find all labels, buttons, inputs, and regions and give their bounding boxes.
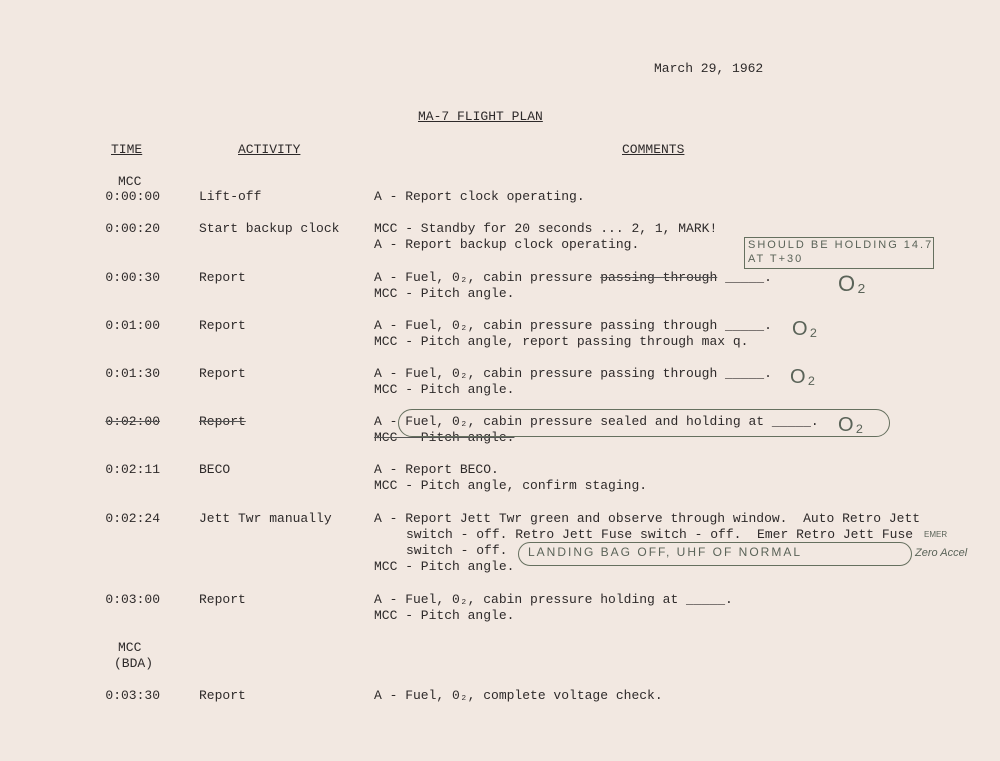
- row-comment: MCC - Standby for 20 seconds ... 2, 1, MARK!: [374, 221, 718, 236]
- row-activity: BECO: [199, 462, 231, 477]
- row-comment: switch - off. Retro Jett Fuse switch - off. Emer Retro Jett Fuse: [406, 527, 914, 542]
- row-time: 0:03:30: [105, 688, 160, 703]
- row-comment: A - Report backup clock operating.: [374, 237, 640, 252]
- row-comment: A - Report clock operating.: [374, 189, 585, 204]
- handwritten-note: Zero Accel: [915, 547, 968, 559]
- row-comment: A - Report BECO.: [374, 462, 499, 477]
- row-comment: MCC - Pitch angle.: [374, 608, 515, 623]
- row-activity: Jett Twr manually: [199, 511, 332, 526]
- header-comments: COMMENTS: [622, 142, 685, 157]
- row-comment: MCC - Pitch angle.: [374, 382, 515, 397]
- struck-text: passing through: [600, 270, 718, 285]
- row-time-struck: 0:02:00: [105, 414, 160, 429]
- handwritten-note: LANDING BAG OFF, UHF OF NORMAL: [528, 545, 803, 559]
- row-activity: Report: [199, 592, 246, 607]
- page-title: MA-7 FLIGHT PLAN: [418, 109, 543, 124]
- row-time: 0:00:30: [105, 270, 160, 285]
- row-time: 0:03:00: [105, 592, 160, 607]
- handwritten-o2: O₂: [838, 271, 868, 296]
- row-comment: A - Fuel, 0₂, cabin pressure passing through _____.: [374, 366, 772, 381]
- comment-text: A - Fuel, 0₂, cabin pressure: [374, 270, 601, 285]
- row-activity: Start backup clock: [199, 221, 340, 236]
- row-comment-struck: MCC - Pitch angle.: [374, 430, 515, 445]
- row-comment: A - Fuel, 0₂, cabin pressure holding at _____.: [374, 592, 733, 607]
- row-activity: Report: [199, 270, 246, 285]
- header-activity: ACTIVITY: [238, 142, 301, 157]
- header-time: TIME: [111, 142, 143, 157]
- comment-blank: _____.: [717, 270, 772, 285]
- row-time: 0:00:00: [105, 189, 160, 204]
- row-comment: A - Report Jett Twr green and observe through window. Auto Retro Jett: [374, 511, 921, 526]
- row-activity: Report: [199, 366, 246, 381]
- handwritten-o2: O₂: [838, 414, 866, 436]
- row-comment: MCC - Pitch angle, confirm staging.: [374, 478, 648, 493]
- row-comment: [374, 270, 772, 286]
- handwritten-o2: O₂: [792, 318, 820, 340]
- pencil-circle: [398, 409, 890, 437]
- row-time: 0:01:00: [105, 318, 160, 333]
- row-activity: Report: [199, 318, 246, 333]
- time-prefix: MCC: [118, 640, 142, 655]
- row-time: 0:02:24: [105, 511, 160, 526]
- row-activity: Lift-off: [199, 189, 262, 204]
- handwritten-o2: O₂: [790, 366, 818, 388]
- row-comment: MCC - Pitch angle.: [374, 286, 515, 301]
- row-comment: MCC - Pitch angle.: [374, 559, 515, 574]
- row-time: 0:00:20: [105, 221, 160, 236]
- row-comment: A - Fuel, 0₂, complete voltage check.: [374, 688, 663, 703]
- row-comment: switch - off.: [406, 543, 508, 558]
- row-comment: A - Fuel, 0₂, cabin pressure sealed and holding at _____.: [374, 414, 819, 429]
- row-comment: A - Fuel, 0₂, cabin pressure passing through _____.: [374, 318, 772, 333]
- row-time: 0:01:30: [105, 366, 160, 381]
- time-prefix: (BDA): [114, 656, 154, 671]
- document-date: March 29, 1962: [654, 61, 764, 76]
- time-prefix: MCC: [118, 174, 142, 189]
- handwritten-note: SHOULD BE HOLDING 14.7: [748, 239, 934, 251]
- row-activity-struck: Report: [199, 414, 246, 429]
- row-comment: MCC - Pitch angle, report passing through max q.: [374, 334, 749, 349]
- row-time: 0:02:11: [105, 462, 160, 477]
- row-activity: Report: [199, 688, 246, 703]
- handwritten-emer: EMER: [924, 530, 948, 539]
- handwritten-note: AT T+30: [748, 253, 804, 265]
